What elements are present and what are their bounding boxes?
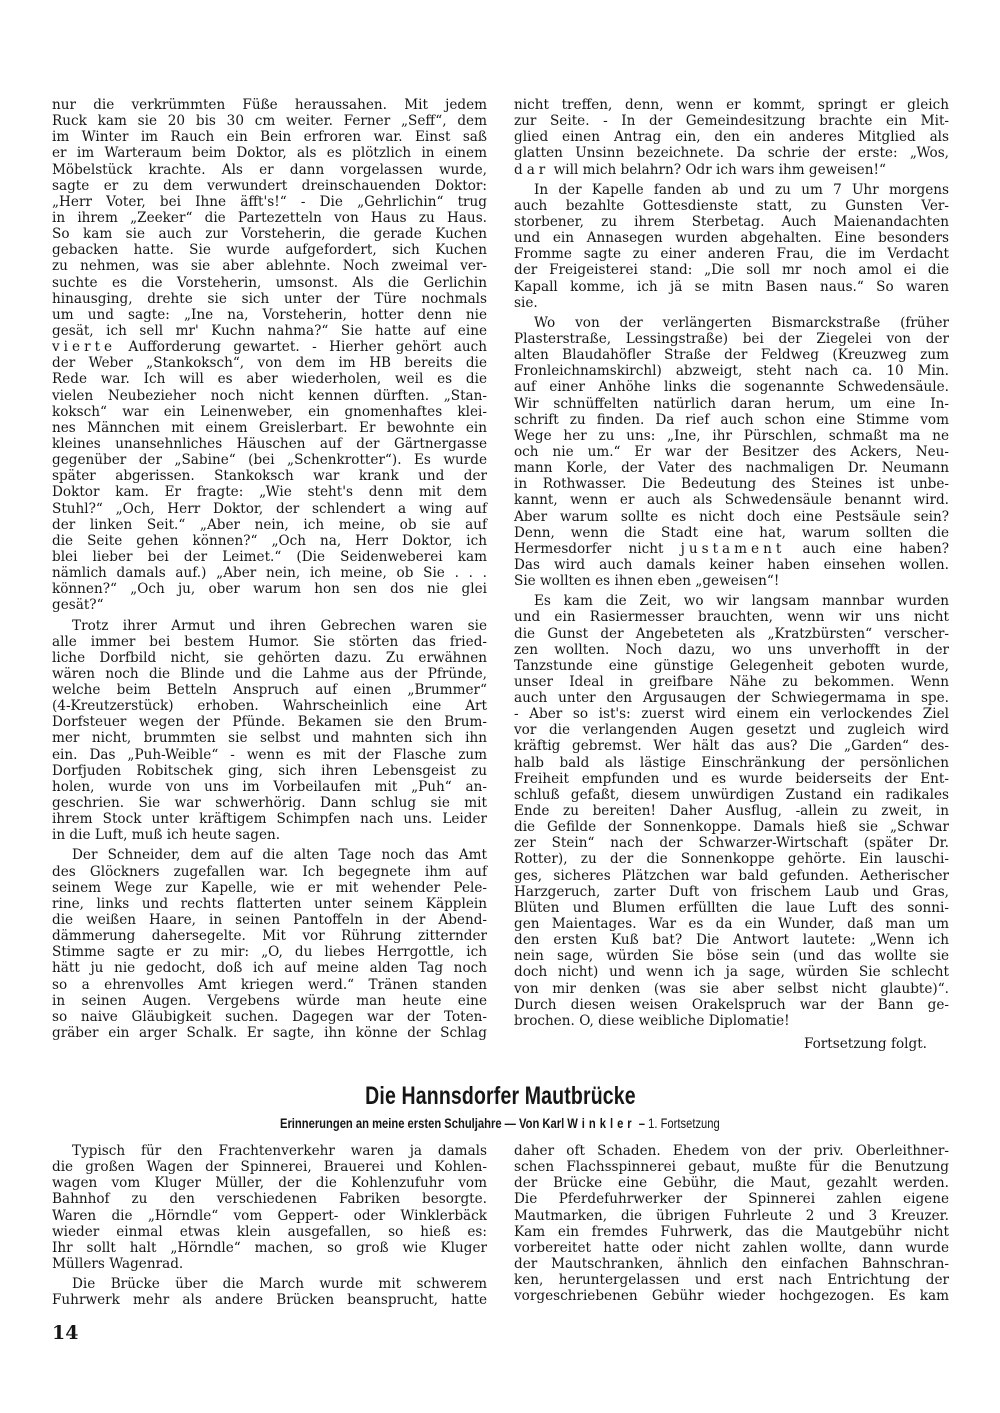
text-line: dämmerung dahersegelte. Mit vor Rührung zitternder [52,928,487,945]
text-line: Harzgeruch, zarter Duft von frischem Laub und Gras, [514,883,949,900]
paragraph [514,1143,949,1304]
text-line: Möbelstück krachte. Als er dann vorgelassen wurde, [52,161,487,178]
text-line: mer nicht, brummten sie selbst und mahnten sich ihn [52,730,487,747]
paragraph [52,97,487,614]
text-line: den ersten Kuß bat? Die Antwort lautete: „Wenn ich [514,932,949,949]
text-line: die großen Wagen der Spinnerei, Brauerei und Kohlen- [52,1159,487,1176]
text-line: halb bald als lästige Einschränkung der persönlichen [514,754,949,771]
text-line: Dorfsteuer wegen der Pfünde. Bekamen sie den Brum- [52,714,487,731]
text-line: schluß gefaßt, diesem unwürdigen Zustand ein radikales [514,786,949,803]
text-line: Doktor kam. Er fragte: „Wie steht's denn mit dem [52,484,487,501]
text-line: Fuhrwerk mehr als andere Brücken beansprucht, hatte [52,1292,487,1309]
text-line: später abgerissen. Stankoksch war krank und der [52,468,487,485]
text-line: rine, links und rechts flatterten unter seinem Käpplein [52,895,487,912]
text-line: in seinen Augen. Vergebens würde man heute eine [52,992,487,1009]
text-line: Wir schnüffelten natürlich daran herum, um eine In- [514,395,949,412]
text-line: Trotz ihrer Armut und ihren Gebrechen waren sie [72,617,487,634]
subtitle-installment: 1. Fortsetzung [648,1115,720,1131]
text-line: Plasterstraße, Lessingstraße) bei der Ziegelei von der [514,330,949,347]
paragraph [514,315,949,589]
text-line: Waren die „Hörndle“ vom Geppert- oder Winklerbäck [52,1207,487,1224]
text-line: ihrem Stock unter kräftigem Schimpfen nach uns. Leider [52,811,487,828]
text-line: gebacken hatte. Sie wurde aufgefordert, sich Kuchen [52,242,487,259]
text-line: Müllers Wagenrad. [52,1255,184,1272]
text-line: glied einen Antrag ein, den ein anderes Mitglied als [514,129,949,146]
text-line: Rotter), zu der die Sonnenkoppe gehörte. Ein lauschi- [514,851,949,868]
text-line: Denn, wenn die Stadt eine hat, warum sollten die [514,524,949,541]
text-line: zu nehmen, was sie aber ablehnte. Noch zweimal ver- [52,258,487,275]
text-line: So kam sie auch zur Vorsteherin, die gerade Kuchen [52,226,487,243]
text-line: kannt, wenn er auch als Schwedensäule benannt wird. [514,492,949,509]
text-line: Kam ein fremdes Fuhrwerk, das die Mautgebühr nicht [514,1223,949,1240]
text-line: kräftig gebremst. Wer hält das aus? Die „Garden“ des- [514,738,949,755]
text-line: hätt ju nie gedocht, doß ich auf meine alden Tag noch [52,960,487,977]
text-line: auch bezahlte Gottesdienste statt, zu Gunsten Ver- [514,197,949,214]
text-line: die Seite gehen können?“ „Och na, Herr Doktor, ich [52,532,487,549]
text-line: die Gunst der Angebeteten als „Kratzbürsten“ verscher- [514,625,949,642]
text-line: In der Kapelle fanden ab und zu um 7 Uhr morgens [534,181,949,198]
text-line: der Mautschranken, ähnlich den einfachen Bahnschran- [514,1255,949,1272]
text-line: holen, wurde von uns im Vorbeilaufen mit „Puh“ an- [52,778,487,795]
text-line: und ein Annasegen wurden abgehalten. Eine besonders [514,230,949,247]
text-line: können?“ „Och ju, ober warum hon sen dos nie glei [52,581,487,598]
subtitle-separator: – [635,1115,649,1131]
text-line: nes Männchen mit einem Greislerbart. Er bewohnte ein [52,419,487,436]
article1-column-right [514,97,949,1029]
headline-text: Die Hannsdorfer Mautbrücke [364,1082,636,1110]
subtitle-main: Erinnerungen an meine ersten Schuljahre — Von Karl [280,1115,568,1131]
text-line: unser Ideal in greifbare Nähe zu bekommen. Wenn [514,673,949,690]
text-segment: Hermesdorfer nicht [514,540,681,557]
text-line: der Brücke eine Gebühr, die Maut, gezahlt werden. [514,1175,949,1192]
text-line: brochen. O, diese weibliche Diplomatie! [514,1012,790,1029]
text-line: wären noch die Blinde und die Lahme aus der Pfründe, [52,665,487,682]
text-line: Der Schneider, dem auf die alten Tage noch das Amt [72,847,487,864]
paragraph [52,1276,487,1308]
text-line [52,339,487,355]
text-line: gesät?“ [52,597,104,614]
text-line: zur Seite. - In der Gemeindesitzung brachte ein Mit- [514,113,949,130]
text-line: Es kam die Zeit, wo wir langsam mannbar wurden [534,593,949,610]
text-line: Blüten und Blumen erfüllten die laue Luft des sonni- [514,899,949,916]
text-line: wieder einmal etwas klein ausgefallen, so hieß es: [52,1223,487,1240]
text-line: in Rothwasser. Die Bedeutung des Steines ist unbe- [514,476,949,493]
paragraph [514,97,949,178]
spaced-emphasis: dar [514,161,550,178]
text-line: alle immer bei bestem Humor. Sie störten das fried- [52,633,487,650]
text-line [514,162,949,178]
article-subtitle [0,1113,1000,1132]
text-line: nur die verkrümmten Füße heraussahen. Mit jedem [52,97,487,113]
text-line: in ihrem „Zeeker“ die Partezetteln von Haus zu Haus. [52,209,487,226]
article1-column-left [52,97,487,1041]
text-line: ges, sicheres Plätzchen war bald gefunden. Aetherischer [514,867,949,884]
text-line: er im Warteraum beim Doktor, als es plötzlich in einem [52,145,487,162]
text-line: so naive Gläubigkeit suchen. Dagegen war der Toten- [52,1008,487,1025]
text-line: hinausging, drehte sie sich unter der Türe nochmals [52,290,487,307]
text-line: so a ehrenvolles Amt kriegen werd.“ Tränen standen [52,976,487,993]
text-line: zer Stein“ nach der Schwarzer-Wirtschaft (später Dr. [514,835,949,852]
text-line: der linken Seit.“ „Aber nein, ich meine, ob sie auf [52,516,487,533]
text-line: schrift zu finden. Da rief auch schon eine Stimme vom [514,411,949,428]
text-line: welche beim Betteln Anspruch auf einen „Brummer“ [52,682,487,699]
text-line: storbener, zu ihrem Sterbetag. Auch Maienandachten [514,213,949,230]
text-line: Freiheit empfunden und es wurde beiderseits der Ent- [514,770,949,787]
text-line: in die Luft, muß ich heute sagen. [52,827,281,844]
text-line: Ruck kam sie 20 bis 30 cm weiter. Ferner „Seff“, dem [52,113,487,130]
text-line: der Weber „Stankoksch“, von dem im HB bereits die [52,355,487,372]
text-line: Wo von der verlängerten Bismarckstraße (früher [534,314,949,331]
text-line: „Herr Voter, bei Ihne äfft's!“ - Die „Gehrlichin“ trug [52,193,487,210]
text-line: sie. [514,294,538,311]
text-segment: auch eine haben? [785,540,949,557]
paragraph [52,1143,487,1272]
article-headline [0,1082,1000,1111]
text-line: Wege her zu uns: „Ine, ihr Pürschlen, schmaßt ma ne [514,427,949,444]
page-number: 14 [52,1322,79,1344]
text-line: Ende zu bereiten! Daher Ausflug, -allein zu zweit, in [514,803,949,820]
text-line: vor die verlangenden Augen gesetzt und zugleich wird [514,722,949,739]
text-line: sagte er zu dem verwundert dreinschauenden Doktor: [52,177,487,194]
text-line: alten Blaudahöfler Straße der Feldweg (Kreuzweg zum [514,347,949,364]
text-line: gesät, ich sell mr' Kuchn nahma?“ Sie hatte auf eine [52,322,487,339]
text-line: kleines unansehnliches Häuschen auf der Gärtnergasse [52,435,487,452]
paragraph [52,847,487,1041]
article2-column-right [514,1143,949,1304]
text-line: um und sagte: „Ine na, Vorsteherin, hotter denn nie [52,306,487,323]
text-line: Ihr sollt halt „Hörndle“ machen, so groß wie Kluger [52,1239,487,1256]
text-line: Rede war. Ich will es aber wiederholen, weil es die [52,371,487,388]
text-line: gegenüber der „Sabine“ (bei „Schenkrotter“). Es wurde [52,452,487,469]
subtitle-author: Winkler [567,1115,636,1131]
paragraph [52,618,487,844]
text-segment: Aufforderung gewartet. - Hierher gehört auch [116,339,487,356]
text-line: liche Dorfbild nicht, sie gehörten dazu. Zu erwähnen [52,649,487,666]
text-line: Fromme sagte zu einer anderen Frau, die im Verdacht [514,246,949,263]
text-line: Die Brücke über die March wurde mit schwerem [72,1276,487,1293]
text-line: ein. Das „Puh-Weible“ - wenn es mit der Flasche zum [52,746,487,763]
text-line: auch unter den Argusaugen der Schwiegermama in spe. [514,690,949,707]
paragraph [514,182,949,311]
text-line: Das wird auch damals keiner haben einsehen wollen. [514,556,949,573]
article2-column-left [52,1143,487,1308]
text-line: koksch“ war ein Leinenweber, ein gnomenhaftes klei- [52,403,487,420]
text-line: suchte es die Vorsteherin, umsonst. Als die Gerlichin [52,274,487,291]
text-line: zen wollten. Noch dazu, wo uns unverhofft in der [514,641,949,658]
text-line: des Glöckners zugefallen war. Ich begegnete ihm auf [52,863,487,880]
text-line: Bahnhof zu den verschiedenen Fabriken besorgte. [52,1191,487,1208]
text-line: die weißen Haare, in seinen Pantoffeln in der Abend- [52,912,487,929]
text-line: Dorfjuden Robitschek ging, sich ihren Lebensgeist zu [52,762,487,779]
text-line: Durch diesen weisen Orakelspruch war der Bann ge- [514,996,949,1013]
text-line: auf einer Anhöhe links die sogenannte Schwedensäule. [514,379,949,396]
text-line: vorgeschriebenen Gebühr wieder hochgezogen. Es kam [514,1288,949,1305]
text-line: im Winter im Rauch ein Bein erfroren war. Einst saß [52,129,487,146]
spaced-emphasis: justament [680,540,786,557]
continuation-note: Fortsetzung folgt. [803,1036,927,1052]
text-line: der Freigeisterei stand: „Die soll mr noch amol ei die [514,262,949,279]
text-line: nicht treffen, denn, wenn er kommt, springt er gleich [514,97,949,113]
text-line: gräber ein arger Schalk. Er sagte, ihn könne der Schlag [52,1025,487,1042]
text-line: und ein Rasiermesser brauchten, wenn wir uns nicht [514,609,949,626]
text-line: wagen vom Kluger Müller, der die Kohlenzufuhr vom [52,1175,487,1192]
text-line [514,541,949,557]
spaced-emphasis: vierte [52,339,117,356]
text-line: daher oft Schaden. Ehedem von der priv. Oberleithner- [514,1143,949,1159]
text-line: gen Maientages. War es da ein Wunder, daß man um [514,916,949,933]
text-line: Typisch für den Frachtenverkehr waren ja damals [72,1143,487,1159]
text-line: Kapall komme, ich jä se mitn Basen naus.“ So waren [514,278,949,295]
text-line: Stuhl?“ „Och, Herr Doktor, der schlendert a wing auf [52,500,487,517]
text-line: Fronleichnamskirchl) abzweigt, steht nach ca. 10 Min. [514,363,949,380]
text-line: Mautmarken, die übrigen Fuhrleute 2 und 3 Kreuzer. [514,1207,949,1224]
text-line: doch nicht) und wenn ich ja sage, würden Sie schlecht [514,964,949,981]
text-segment: will mich belahrn? Odr ich wars ihm geweisen!“ [549,161,886,178]
text-line: ken, heruntergelassen und erst nach Entrichtung der [514,1272,949,1289]
text-line: von mir denken (was sie aber selbst nicht glaubte)“. [514,980,949,997]
text-line: Stimme sagte er zu mir: „O, du liebes Herrgottle, ich [52,944,487,961]
text-line: geschrien. Sie war schwerhörig. Dann schlug sie mit [52,795,487,812]
text-line: seinem Wege zur Kapelle, wie er mit wehender Pele- [52,879,487,896]
text-line: nämlich damals auf.) „Aber nein, ich meine, ob Sie . . . [52,565,487,582]
text-line: (4-Kreutzerstück) erhoben. Wahrscheinlich eine Art [52,698,487,715]
text-line: blei lieber bei der Leimet.“ (Die Seidenweberei kam [52,548,487,565]
text-line: Sie wollten es ihnen eben „geweisen“! [514,573,780,590]
text-line: mann Korle, der Vater des nachmaligen Dr. Neumann [514,460,949,477]
text-line: glatten Unsinn bezeichnete. Da schrie der erste: „Wos, [514,145,949,162]
text-line: vielen Neubezieher noch nicht kennen dürften. „Stan- [52,387,487,404]
paragraph [514,593,949,1029]
text-line: nein sage, würden Sie böse sein (und das wollte sie [514,948,949,965]
text-line: Die Pferdefuhrwerker der Spinnerei zahlen eigene [514,1191,949,1208]
text-line: och nie um.“ Er war der Besitzer des Ackers, Neu- [514,443,949,460]
text-line: - Aber so ist's: zuerst wird einem ein verlockendes Ziel [514,706,949,723]
text-line: schen Flachsspinnerei gebaut, mußte für die Benutzung [514,1159,949,1176]
text-line: vorbereitet hatte oder nicht zahlen wollte, dann wurde [514,1239,949,1256]
text-line: die Gefilde der Sonnenkoppe. Damals hieß sie „Schwar [514,819,949,836]
text-line: Tanzstunde eine günstige Gelegenheit geboten wurde, [514,657,949,674]
text-line: Aber warum sollte es nicht doch eine Pestsäule sein? [514,508,949,525]
